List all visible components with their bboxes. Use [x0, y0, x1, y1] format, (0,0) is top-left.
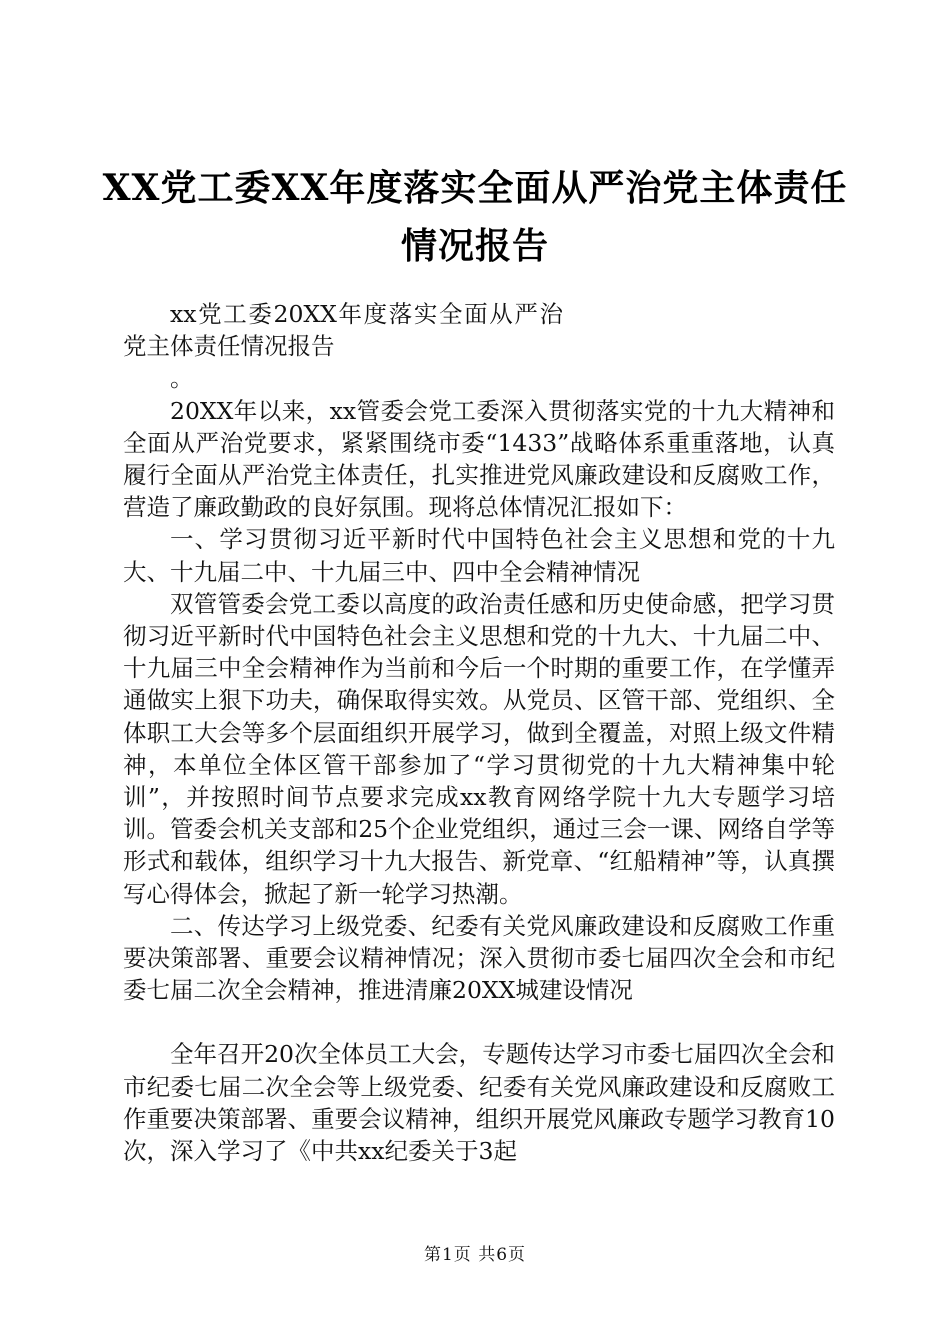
section-heading-2: 二、传达学习上级党委、纪委有关党风廉政建设和反腐败工作重要决策部署、重要会议精神情况；深入贯彻市委七届四次全会和市纪委七届二次全会精神，推进清廉20XX城建设情况	[123, 911, 835, 1005]
section-heading-1: 一、学习贯彻习近平新时代中国特色社会主义思想和党的十九大、十九届二中、十九届三中、四中全会精神情况	[123, 525, 835, 586]
paragraph-section-1: 双管管委会党工委以高度的政治责任感和历史使命感，把学习贯彻习近平新时代中国特色社会主义思想和党的十九大、十九届二中、十九届三中全会精神作为当前和今后一个时期的重要工作，在学懂弄通做实上狠下功夫，确保取得实效。从党员、区管干部、党组织、全体职工大会等多个层面组织开展学习，做到全覆盖，对照上级文件精神，本单位全体区管干部参加了“学习贯彻党的十九大精神集中轮训”，并按照时间节点要求完成xx教育网络学院十九大专题学习培训。管委会机关支部和25个企业党组织，通过三会一课、网络自学等形式和载体，组织学习十九大报告、新党章、“红船精神”等，认真撰写心得体会，掀起了新一轮学习热潮。	[123, 589, 835, 908]
paragraph-intro: 20XX年以来，xx管委会党工委深入贯彻落实党的十九大精神和全面从严治党要求，紧紧围绕市委“1433”战略体系重重落地，认真履行全面从严治党主体责任，扎实推进党风廉政建设和反腐败工作，营造了廉政勤政的良好氛围。现将总体情况汇报如下：	[123, 396, 835, 522]
document-title-line-1: XX党工委XX年度落实全面从严治党主体责任	[102, 167, 848, 209]
document-mark: 。	[170, 364, 194, 393]
paragraph-section-2: 全年召开20次全体员工大会，专题传达学习市委七届四次全会和市纪委七届二次全会等上级党委、纪委有关党风廉政建设和反腐败工作重要决策部署、重要会议精神，组织开展党风廉政专题学习教育10次，深入学习了《中共xx纪委关于3起	[123, 1040, 835, 1166]
page-number: 第1页 共6页	[423, 1245, 527, 1265]
document-subtitle: xx党工委20XX年度落实全面从严治党主体责任情况报告	[123, 300, 563, 361]
document-body	[123, 298, 835, 1167]
document-title-line-2: 情况报告	[400, 225, 549, 267]
